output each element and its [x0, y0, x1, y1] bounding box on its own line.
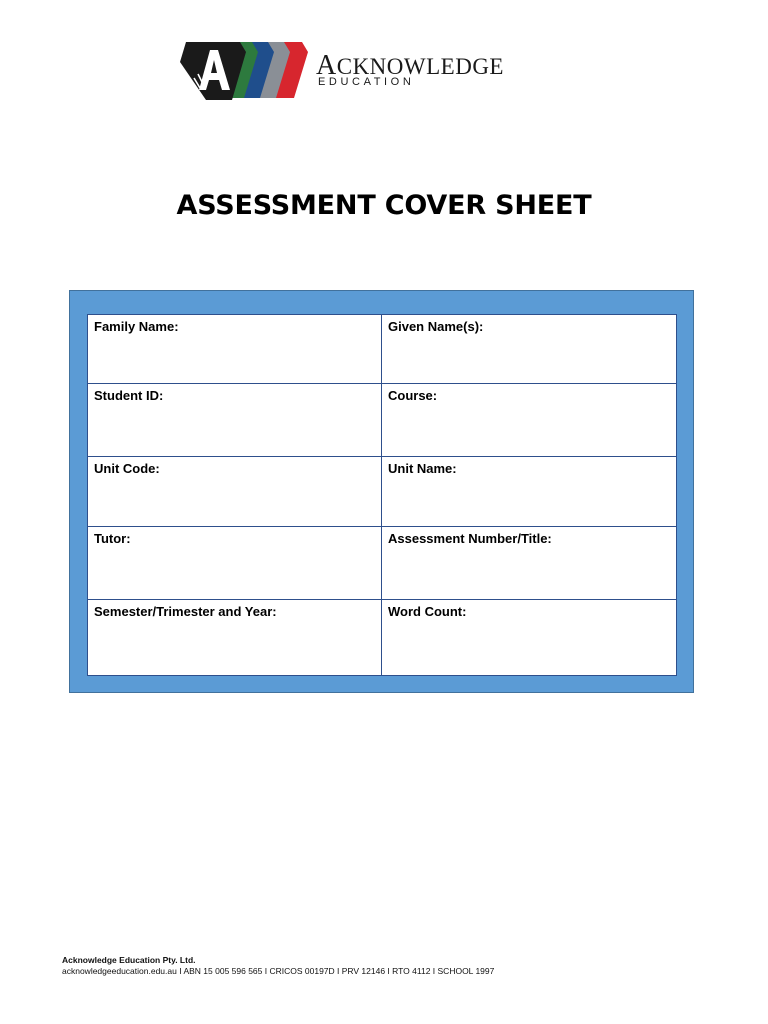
- field-label: Semester/Trimester and Year:: [94, 604, 277, 619]
- cover-sheet-panel: [69, 290, 694, 693]
- given-names-field[interactable]: [382, 315, 677, 384]
- family-name-field[interactable]: [88, 315, 382, 384]
- acknowledge-logo: [180, 38, 590, 104]
- table-row: [88, 527, 677, 600]
- table-row: [88, 384, 677, 457]
- unit-name-field[interactable]: [382, 457, 677, 527]
- table-row: [88, 315, 677, 384]
- logo-wordmark: ACKNOWLEDGE: [316, 50, 504, 81]
- field-label: Given Name(s):: [388, 319, 484, 334]
- field-label: Assessment Number/Title:: [388, 531, 552, 546]
- table-row: [88, 600, 677, 676]
- unit-code-field[interactable]: [88, 457, 382, 527]
- acknowledge-logo-mark-icon: [180, 38, 308, 104]
- footer-company-name: Acknowledge Education Pty. Ltd.: [62, 955, 196, 965]
- field-label: Tutor:: [94, 531, 131, 546]
- tutor-field[interactable]: [88, 527, 382, 600]
- field-label: Unit Code:: [94, 461, 160, 476]
- student-id-field[interactable]: [88, 384, 382, 457]
- footer-details: acknowledgeeducation.edu.au I ABN 15 005 596 565 I CRICOS 00197D I PRV 12146 I RTO 4112 I SCHOOL 1997: [62, 966, 495, 976]
- field-label: Family Name:: [94, 319, 179, 334]
- semester-year-field[interactable]: [88, 600, 382, 676]
- field-label: Course:: [388, 388, 438, 403]
- table-row: [88, 457, 677, 527]
- assessment-number-title-field[interactable]: [382, 527, 677, 600]
- logo-subtitle: EDUCATION: [318, 76, 415, 88]
- page-title: ASSESSMENT COVER SHEET: [176, 190, 592, 221]
- field-label: Student ID:: [94, 388, 164, 403]
- field-label: Unit Name:: [388, 461, 457, 476]
- word-count-field[interactable]: [382, 600, 677, 676]
- field-label: Word Count:: [388, 604, 467, 619]
- course-field[interactable]: [382, 384, 677, 457]
- cover-sheet-table: [87, 314, 677, 676]
